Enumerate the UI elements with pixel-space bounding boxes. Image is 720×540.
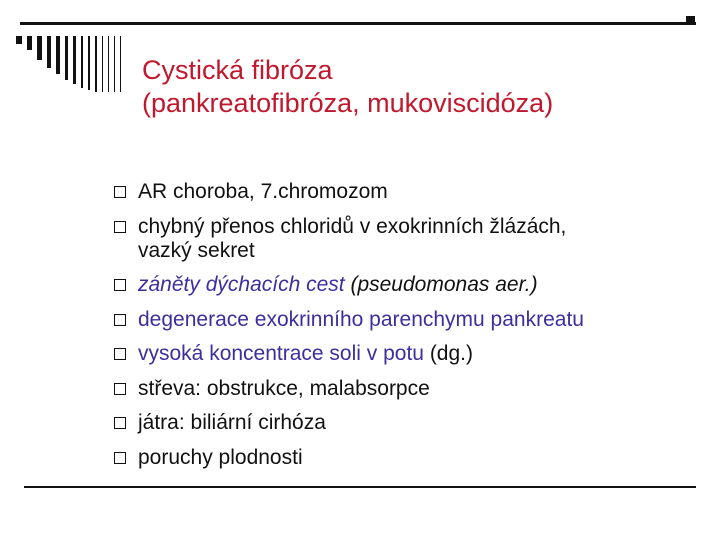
hollow-square-bullet-icon bbox=[114, 417, 126, 429]
bullet-text: střeva: obstrukce, malabsorpce bbox=[138, 376, 430, 400]
bottom-divider-line bbox=[24, 486, 696, 488]
deco-bar bbox=[120, 36, 121, 92]
decorative-vertical-bars bbox=[16, 36, 126, 92]
title-line-2: (pankreatofibróza, mukoviscidóza) bbox=[142, 88, 554, 118]
top-divider-endcap bbox=[686, 16, 695, 25]
deco-bar bbox=[81, 36, 83, 88]
deco-bar bbox=[47, 36, 51, 68]
title-line-1: Cystická fibróza bbox=[142, 55, 333, 85]
bullet-text-emphasis: záněty dýchacích cest bbox=[138, 273, 345, 296]
bullet-text: AR choroba, 7.chromozom bbox=[138, 180, 388, 203]
hollow-square-bullet-icon bbox=[114, 348, 126, 360]
deco-bar bbox=[108, 36, 109, 92]
top-divider-line bbox=[20, 22, 696, 25]
hollow-square-bullet-icon bbox=[114, 314, 126, 326]
deco-bar bbox=[95, 36, 97, 92]
slide-title bbox=[142, 54, 702, 120]
bullet-item bbox=[114, 308, 694, 332]
bullet-text-suffix: (dg.) bbox=[423, 342, 473, 365]
bullet-list bbox=[114, 180, 694, 480]
hollow-square-bullet-icon bbox=[114, 221, 126, 233]
bullet-item bbox=[114, 273, 694, 297]
deco-bar bbox=[102, 36, 103, 92]
bullet-item bbox=[114, 377, 694, 401]
bullet-text-continuation: vazký sekret bbox=[138, 238, 255, 262]
deco-bar bbox=[114, 36, 115, 92]
bullet-text: vysoká koncentrace soli v potu bbox=[138, 342, 424, 365]
bullet-item bbox=[114, 446, 694, 470]
deco-bar bbox=[27, 36, 32, 50]
bullet-text: játra: biliární cirhóza bbox=[138, 411, 326, 434]
bullet-text-italic: (pseudomonas aer.) bbox=[350, 273, 538, 296]
bullet-text: degenerace exokrinního parenchymu pankreatu bbox=[138, 307, 584, 331]
hollow-square-bullet-icon bbox=[114, 279, 126, 291]
hollow-square-bullet-icon bbox=[114, 186, 126, 198]
bullet-item bbox=[114, 342, 694, 366]
deco-bar bbox=[37, 36, 42, 60]
bullet-text: chybný přenos chloridů v exokrinních žlázách, bbox=[138, 214, 567, 238]
hollow-square-bullet-icon bbox=[114, 452, 126, 464]
deco-bar bbox=[73, 36, 76, 84]
deco-bar bbox=[65, 36, 68, 80]
hollow-square-bullet-icon bbox=[114, 383, 126, 395]
bullet-text: poruchy plodnosti bbox=[138, 445, 303, 469]
bullet-item bbox=[114, 180, 694, 204]
bullet-item bbox=[114, 411, 694, 435]
deco-bar bbox=[56, 36, 60, 74]
deco-bar bbox=[16, 36, 22, 44]
bullet-item bbox=[114, 215, 694, 263]
deco-bar bbox=[88, 36, 90, 90]
